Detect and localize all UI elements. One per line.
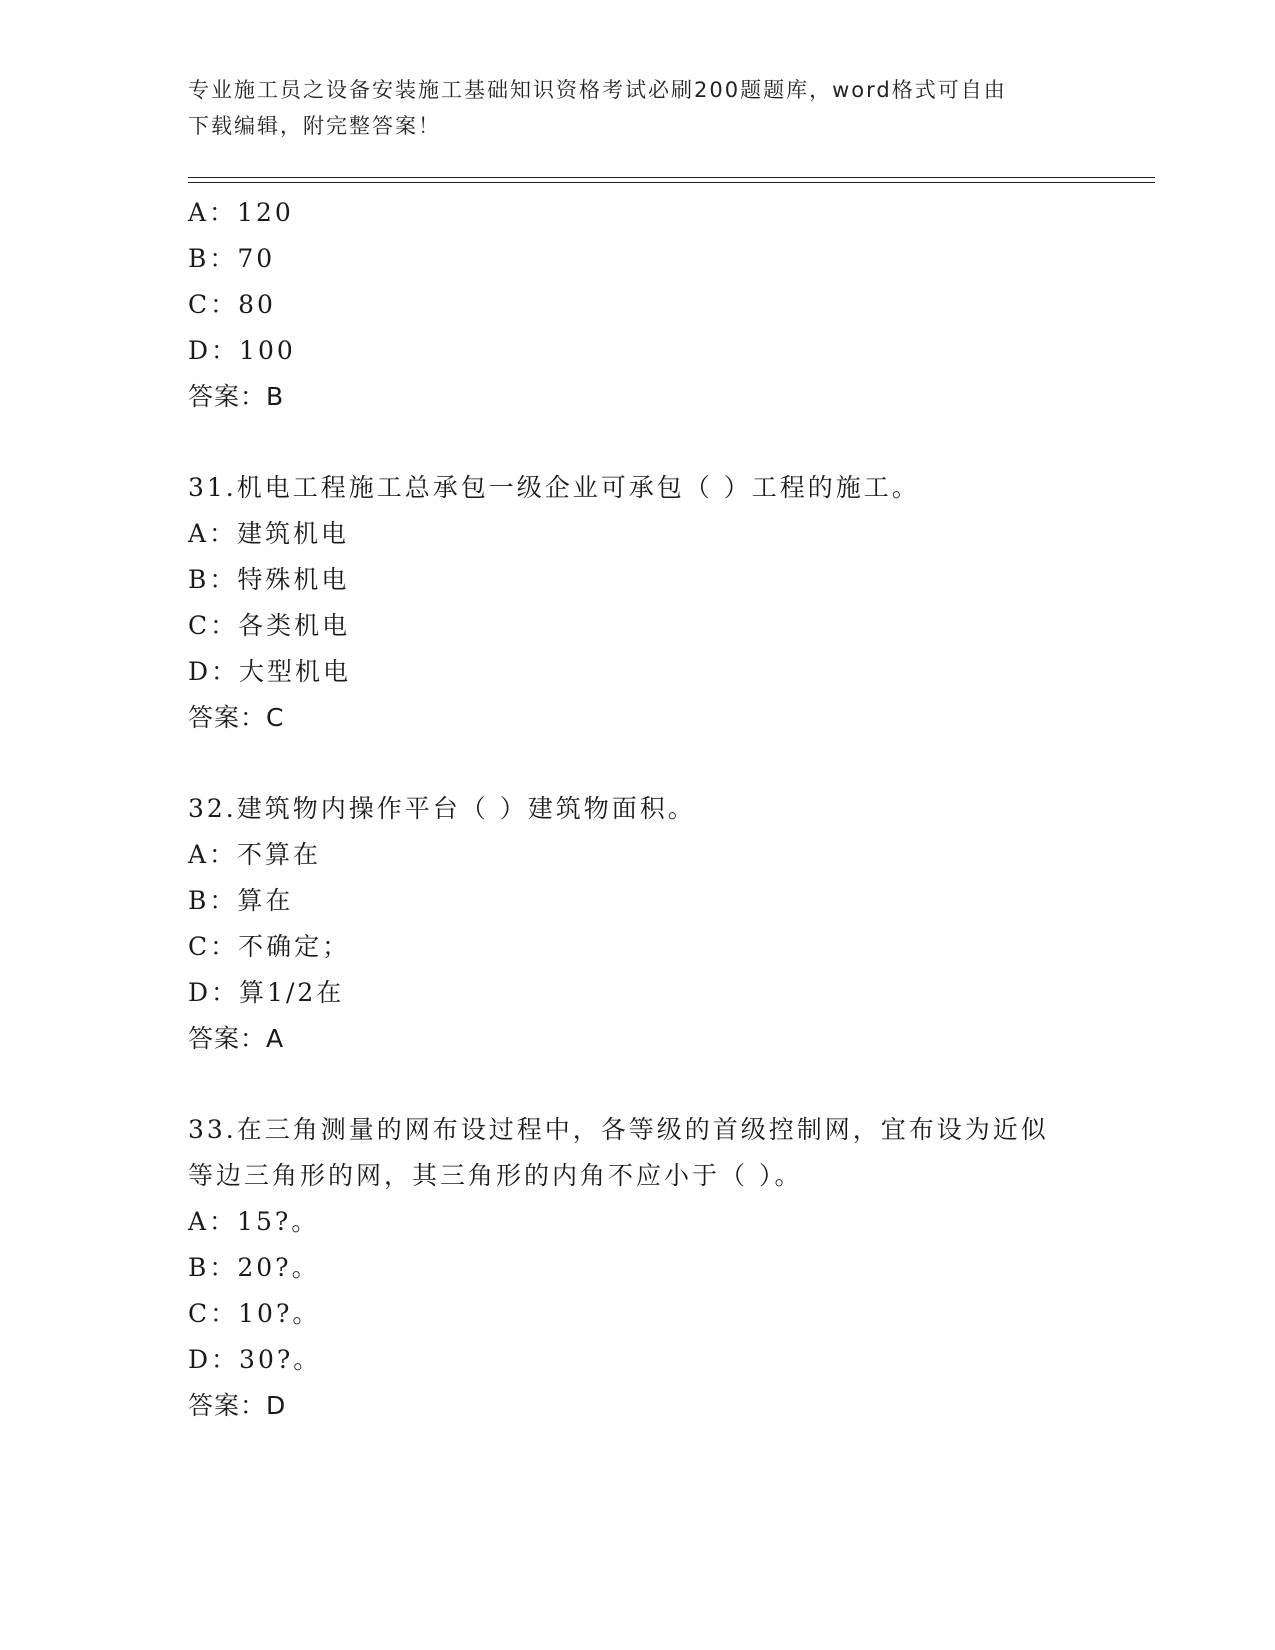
option-d: D：100: [188, 336, 296, 365]
option-d: D：大型机电: [188, 657, 352, 686]
question-stem: 31.机电工程施工总承包一级企业可承包（ ）工程的施工。: [188, 473, 920, 502]
question-list: [188, 190, 1088, 1429]
header-rule-top: [188, 177, 1155, 178]
option-c: C：各类机电: [188, 611, 351, 640]
header-line-1: 专业施工员之设备安装施工基础知识资格考试必刷200题题库，word格式可自由: [188, 78, 1007, 102]
answer-line: 答案：A: [188, 1024, 285, 1053]
question-block-33: [188, 1107, 1088, 1429]
option-a: A：建筑机电: [188, 519, 350, 548]
question-block-32: [188, 786, 1088, 1062]
question-stem: 32.建筑物内操作平台（ ）建筑物面积。: [188, 794, 696, 823]
question-block-prev: [188, 190, 1088, 420]
option-a: A：不算在: [188, 840, 322, 869]
answer-line: 答案：C: [188, 703, 285, 732]
option-b: B：特殊机电: [188, 565, 350, 594]
option-a: A：15?。: [188, 1207, 320, 1236]
question-block-31: [188, 465, 1088, 741]
option-c: C：10?。: [188, 1299, 321, 1328]
option-c: C：80: [188, 290, 276, 319]
option-b: B：70: [188, 244, 276, 273]
option-b: B：算在: [188, 886, 294, 915]
option-d: D：算1/2在: [188, 978, 345, 1007]
question-stem-line-2: 等边三角形的网，其三角形的内角不应小于（ ）。: [188, 1161, 803, 1190]
question-stem-line-1: 33.在三角测量的网布设过程中，各等级的首级控制网，宜布设为近似: [188, 1115, 1049, 1144]
header-rule-bottom: [188, 182, 1155, 183]
document-header: [188, 72, 1088, 144]
option-a: A：120: [188, 198, 294, 227]
header-line-2: 下载编辑，附完整答案！: [188, 114, 441, 138]
option-b: B：20?。: [188, 1253, 320, 1282]
option-d: D：30?。: [188, 1345, 322, 1374]
option-c: C：不确定；: [188, 932, 351, 961]
answer-line: 答案：D: [188, 1391, 287, 1420]
answer-line: 答案：B: [188, 382, 285, 411]
